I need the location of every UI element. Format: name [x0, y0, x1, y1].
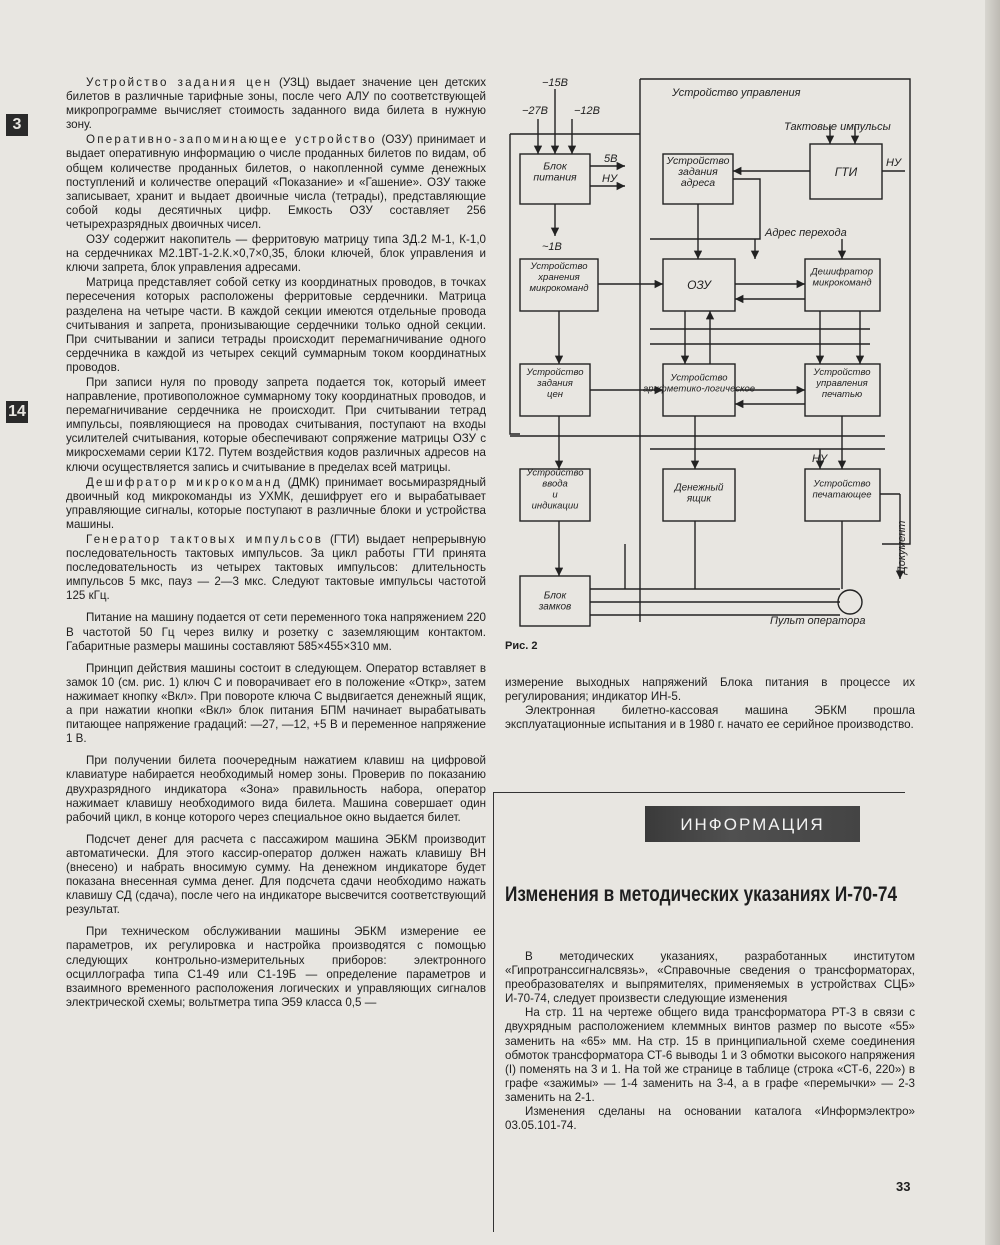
label-dmk: Дешифратор микрокоманд	[810, 266, 874, 289]
paragraph: В методических указаниях, разработанных институтом «Гипротранссигналсвязь», «Справочные сведения о трансформаторах, преобразователях и выпрямителях, применяемых в устройствах СЦБ» И-70-74, следует произвести следующие изменения	[505, 950, 915, 1006]
term: Оперативно-запоминающее устройство	[86, 133, 377, 147]
label-v5: 5В	[604, 153, 618, 165]
label-v15: −15В	[542, 77, 568, 89]
paragraph: Принцип действия машины состоит в следующем. Оператор вставляет в замок 10 (см. рис. 1) ключ С и поворачивает его в положение «Откр», затем нажимает кнопку «Вкл». При повороте ключа С выдвигается денежный ящик, а при нажатии кнопки «Вкл» блок питания БПМ начинает вырабатывать питающее напряжение градаций: —27, —12, +5 В и переменное напряжение 1 В.	[66, 661, 486, 746]
paragraph	[66, 76, 486, 132]
label-nu1: НУ	[602, 173, 617, 185]
paragraph	[66, 476, 486, 532]
figure-caption: Рис. 2	[505, 640, 538, 652]
label-v12: −12В	[574, 105, 600, 117]
label-gti: ГТИ	[834, 165, 858, 179]
page-edge-shadow	[985, 0, 1000, 1245]
label-lock: Блок замков	[538, 590, 572, 613]
paragraph-text: (ДМК) принимает восьмиразрядный двоичный код микрокоманды из УХМК, дешифрует его и вырабатывает управляющие сигналы, которые поступают в различные блоки и устройства машины.	[66, 475, 486, 531]
article-headline: Изменения в методических указаниях И-70-74	[505, 883, 898, 906]
paragraph: При получении билета поочередным нажатием клавиш на цифровой клавиатуре набирается необходимый номер зоны. Проверив по показанию двухразрядного индикатора «Зона» правильность набора, оператор нажимает клавишу необходимого вида билета. Машина совершает один рабочий цикл, в конце которого через специальное окно выдается билет.	[66, 754, 486, 824]
label-nu2: НУ	[886, 157, 901, 169]
label-power-1: Блок питания	[533, 160, 577, 184]
term: Дешифратор микрокоманд	[86, 475, 282, 489]
label-printer: Устройство печатающее	[812, 478, 872, 501]
paragraph: Подсчет денег для расчета с пассажиром машина ЭБКМ производит автоматически. Для этого кассир-оператор должен нажать клавишу ВН (внесено) и набрать вносимую сумму. На денежном индикаторе будет показана внесенная сумма денег. Для подсчета сдачи необходимо нажать клавишу СД (сдача), после чего на индикаторе высвечится соответствующий результат.	[66, 832, 486, 917]
paragraph: При техническом обслуживании машины ЭБКМ измерение ее параметров, их регулировка и настройка производятся с помощью следующих контрольно-измерительных приборов: электронного осциллографа типа С1-49 или С1-19Б — определение параметров и взаимного временного расположения логических и управляющих сигналов электрической схемы; вольтметра типа Э59 класса 0,5 —	[66, 925, 486, 1009]
paragraph: ОЗУ содержит накопитель — ферритовую матрицу типа ЗД.2 М-1, К-1,0 на сердечниках М2.1ВТ-1-2.К.×0,7×0,35, блоки ключей, блок управления и ключи запрета, блок управления адресами.	[66, 233, 486, 275]
label-jump: Адрес перехода	[765, 227, 847, 239]
label-ozu: ОЗУ	[687, 278, 711, 292]
section-banner: ИНФОРМАЦИЯ	[645, 806, 860, 842]
paragraph: На стр. 11 на чертеже общего вида трансформатора РТ-3 в связи с двухрядным расположением клеммных винтов размер по высоте «55» заменить на «65» мм. На стр. 15 в принципиальной схеме соединения обмоток трансформатора СТ-6 выводы 1 и 3 обмотки высокого напряжения (I) поменять на 3 и 1. На той же странице в таблице (строка «СТ-6, 220») в графе «зажимы» — 1-4 заменить на 3-4, а в графе «перемычки» — 2-3 заменить на 2-1.	[505, 1006, 915, 1104]
label-nu3: НУ	[812, 453, 827, 465]
paragraph: Электронная билетно-кассовая машина ЭБКМ прошла эксплуатационные испытания и в 1980 г. начато ее серийное производство.	[505, 704, 915, 732]
edge-tag: 14	[6, 401, 28, 423]
label-storage: Устройство хранения микрокоманд	[529, 261, 589, 294]
paragraph	[66, 133, 486, 232]
divider	[493, 792, 905, 793]
edge-tag: 3	[6, 114, 28, 136]
right-column-top	[505, 676, 915, 732]
paragraph-text: (ОЗУ) принимает и выдает оперативную информацию о числе проданных билетов по видам, об общем количестве проданных билетов, о накопленной сумме денежных поступлений и количестве операций «Показание» и «Гашение». ОЗУ также записывает, хранит и выдает двоичные числа (тетрады), представляющие собой коды десятичных цифр. Емкость ОЗУ составляет 256 четырехразрядных двоичных чисел.	[66, 133, 486, 231]
label-prices: Устройство задания цен	[526, 367, 584, 400]
divider	[493, 792, 494, 1232]
paragraph-text: (УЗЦ) выдает значение цен детских билетов в различные тарифные зоны, после чего АЛУ по соответствующей микропрограмме вычисляет стоимость заданного вида билета в нужную зону.	[66, 76, 486, 132]
label-console: Пульт оператора	[770, 615, 866, 627]
paragraph: Изменения сделаны на основании каталога «Информэлектро» 03.05.101-74.	[505, 1105, 915, 1133]
label-clock: Тактовые импульсы	[784, 121, 891, 133]
label-v1: ~1В	[542, 241, 562, 253]
info-article	[505, 950, 915, 1133]
term: Генератор тактовых импульсов	[86, 533, 324, 546]
label-alu: Устройство арифметико-логическое	[642, 372, 756, 395]
paragraph-text: (ГТИ) выдает непрерывную последовательность тактовых импульсов. За цикл работы ГТИ принята последовательность из четырех тактовых импульсов: длительность импульсов 5 мкс, пауз — 2—3 мкс. Следуют тактовые импульсы частотой 125 кГц.	[66, 533, 486, 603]
label-v27: −27В	[522, 105, 548, 117]
paragraph: Матрица представляет собой сетку из координатных проводов, в точках пересечения которых расположены ферритовые сердечники. Матрица разделена на четыре части. В каждой секции имеются отдельные провода считывания и запрета, пронизывающие сердечники только одной секции. При считывании и записи тетрады происходит перемагничивание одного сердечника в каждой из четырех секций суммарным током координатных проводов.	[66, 276, 486, 374]
paragraph: Питание на машину подается от сети переменного тока напряжением 220 В частотой 50 Гц через вилку и розетку с заземляющим контактом. Габаритные размеры машины составляют 585×455×310 мм.	[66, 611, 486, 653]
block-diagram	[500, 74, 920, 634]
label-printctl: Устройство управления печатью	[813, 367, 871, 400]
label-io: Устройство ввода и индикации	[526, 467, 584, 512]
label-control: Устройство управления	[672, 87, 801, 99]
block-diagram-svg	[500, 74, 920, 634]
left-column	[66, 76, 486, 1010]
label-cash: Денежный ящик	[674, 482, 724, 505]
term: Устройство задания цен	[86, 76, 273, 89]
paragraph	[66, 533, 486, 603]
label-addr: Устройство задания адреса	[666, 155, 730, 189]
paragraph: измерение выходных напряжений Блока питания в процессе их регулирования; индикатор ИН-5.	[505, 676, 915, 704]
paragraph: При записи нуля по проводу запрета подается ток, который имеет направление, противоположное суммарному току координатных проводов, и перемагничивание сердечника не происходит. При считывании тетрад импульсы, появляющиеся на проводах считывания, поступают на входы усилителей считывания, которые обеспечивают сопряжение матрицы ОЗУ с микросхемами серии К172. Путем воздействия кодов различных адресов на ключи осуществляется запись и считывание в пределах всей матрицы.	[66, 375, 486, 474]
page-number: 33	[896, 1179, 911, 1194]
label-doc: Документ	[896, 520, 908, 574]
